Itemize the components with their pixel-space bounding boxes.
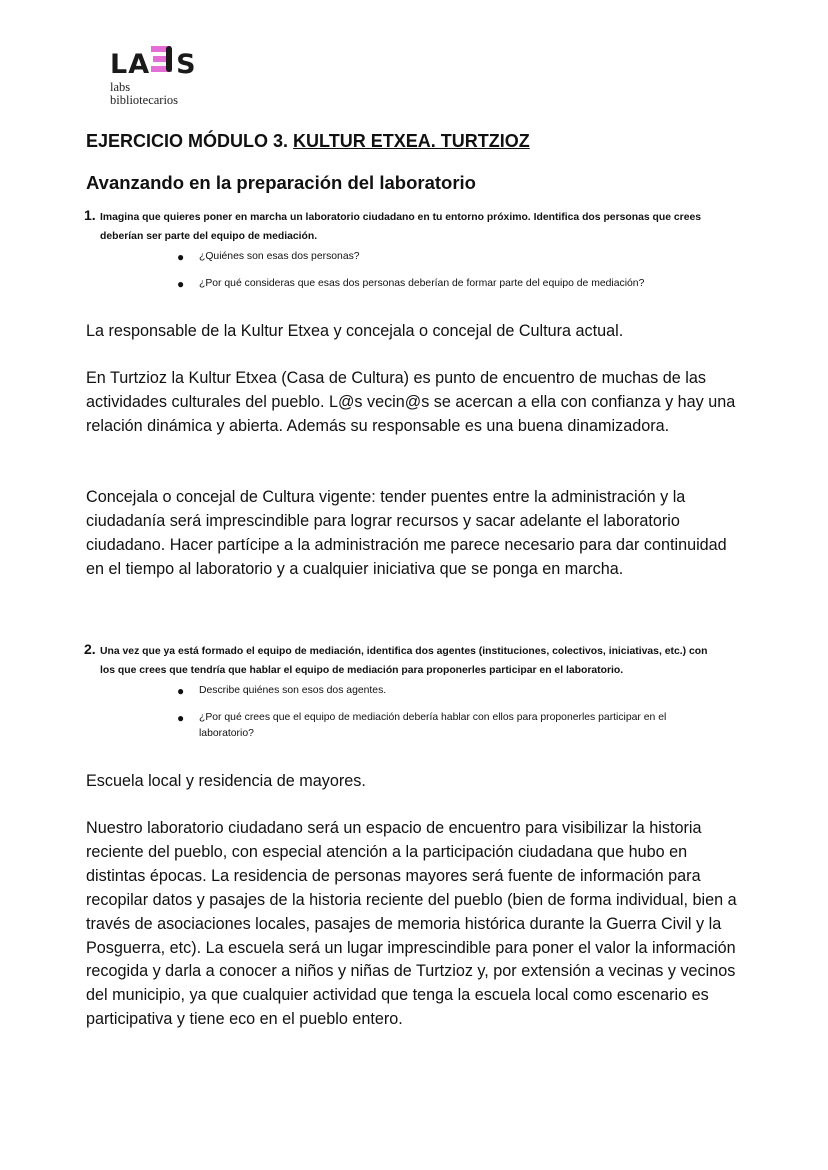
title-underlined: KULTUR ETXEA. TURTZIOZ — [293, 131, 530, 151]
question-2-bullet-1 — [177, 683, 737, 699]
question-2-number: 2. — [84, 641, 96, 657]
labs-logo — [110, 38, 197, 107]
title-prefix: EJERCICIO MÓDULO 3. — [86, 131, 289, 151]
bullet-dot-icon: ● — [177, 250, 185, 264]
bullet-text: ¿Quiénes son esas dos personas? — [199, 251, 360, 262]
logo-letters-right: S — [176, 49, 197, 80]
bullet-text: ¿Por qué crees que el equipo de mediación debería hablar con ellos para proponerles participar en el laboratorio? — [199, 712, 667, 739]
logo-subtitle-line2: bibliotecarios — [110, 93, 179, 107]
question-1-bullet-1 — [177, 249, 737, 265]
question-1-number: 1. — [84, 207, 96, 223]
question-1-text: Imagina que quieres poner en marcha un laboratorio ciudadano en tu entorno próximo. Identifica dos personas que crees deberían ser parte del equipo de mediación. — [100, 212, 702, 242]
answer-2-paragraph-1: Escuela local y residencia de mayores. — [86, 772, 366, 790]
logo-b-icon — [151, 44, 175, 78]
logo-letters-left: LA — [110, 49, 151, 80]
question-2 — [84, 642, 724, 680]
bullet-dot-icon: ● — [177, 684, 185, 698]
question-2-bullet-2 — [177, 710, 697, 742]
question-1-bullet-2 — [177, 276, 737, 292]
bullet-dot-icon: ● — [177, 277, 185, 291]
answer-1-paragraph-1: La responsable de la Kultur Etxea y concejala o concejal de Cultura actual. — [86, 322, 624, 340]
document-title — [86, 131, 530, 152]
question-1 — [84, 208, 724, 246]
bullet-text: ¿Por qué consideras que esas dos personas deberían de formar parte del equipo de mediación? — [199, 278, 645, 289]
answer-1-paragraph-2: En Turtzioz la Kultur Etxea (Casa de Cultura) es punto de encuentro de muchas de las actividades culturales del pueblo. L@s vecin@s se acercan a ella con confianza y hay una relación dinámica y abierta. Además su responsable es una buena dinamizadora. — [86, 369, 736, 435]
answer-1-paragraph-3: Concejala o concejal de Cultura vigente: tender puentes entre la administración y la ciudadanía será imprescindible para lograr recursos y sacar adelante el laboratorio ciudadano. Hacer partícipe a la administración me parece necesario para dar continuidad en el tiempo al laboratorio y a cualquier iniciativa que se ponga en marcha. — [86, 488, 727, 578]
labs-wordmark — [110, 38, 197, 78]
answer-2-paragraph-2: Nuestro laboratorio ciudadano será un espacio de encuentro para visibilizar la historia reciente del pueblo, con especial atención a la participación ciudadana que hubo en distintas épocas. La residencia de personas mayores será fuente de información para recopilar datos y pasajes de la historia reciente del pueblo (bien de forma individual, bien a través de asociaciones locales, pasajes de memoria histórica durante la Guerra Civil y la Posguerra, etc). La escuela será un lugar imprescindible para poner el valor la información recogida y darla a conocer a niños y niñas de Turtzioz y, por extensión a vecinas y vecinos del municipio, ya que cualquier actividad que tenga la escuela local como escenario es participativa y tiene eco en el pueblo entero. — [86, 819, 737, 1029]
document-subtitle: Avanzando en la preparación del laboratorio — [86, 172, 476, 193]
logo-subtitle — [110, 81, 197, 107]
bullet-dot-icon: ● — [177, 711, 185, 725]
question-2-text: Una vez que ya está formado el equipo de mediación, identifica dos agentes (instituciones, colectivos, iniciativas, etc.) con los que crees que tendría que hablar el equipo de mediación para proponerles participar en el laboratorio. — [100, 646, 708, 676]
bullet-text: Describe quiénes son esos dos agentes. — [199, 685, 387, 696]
logo-subtitle-line1: labs — [110, 80, 131, 94]
